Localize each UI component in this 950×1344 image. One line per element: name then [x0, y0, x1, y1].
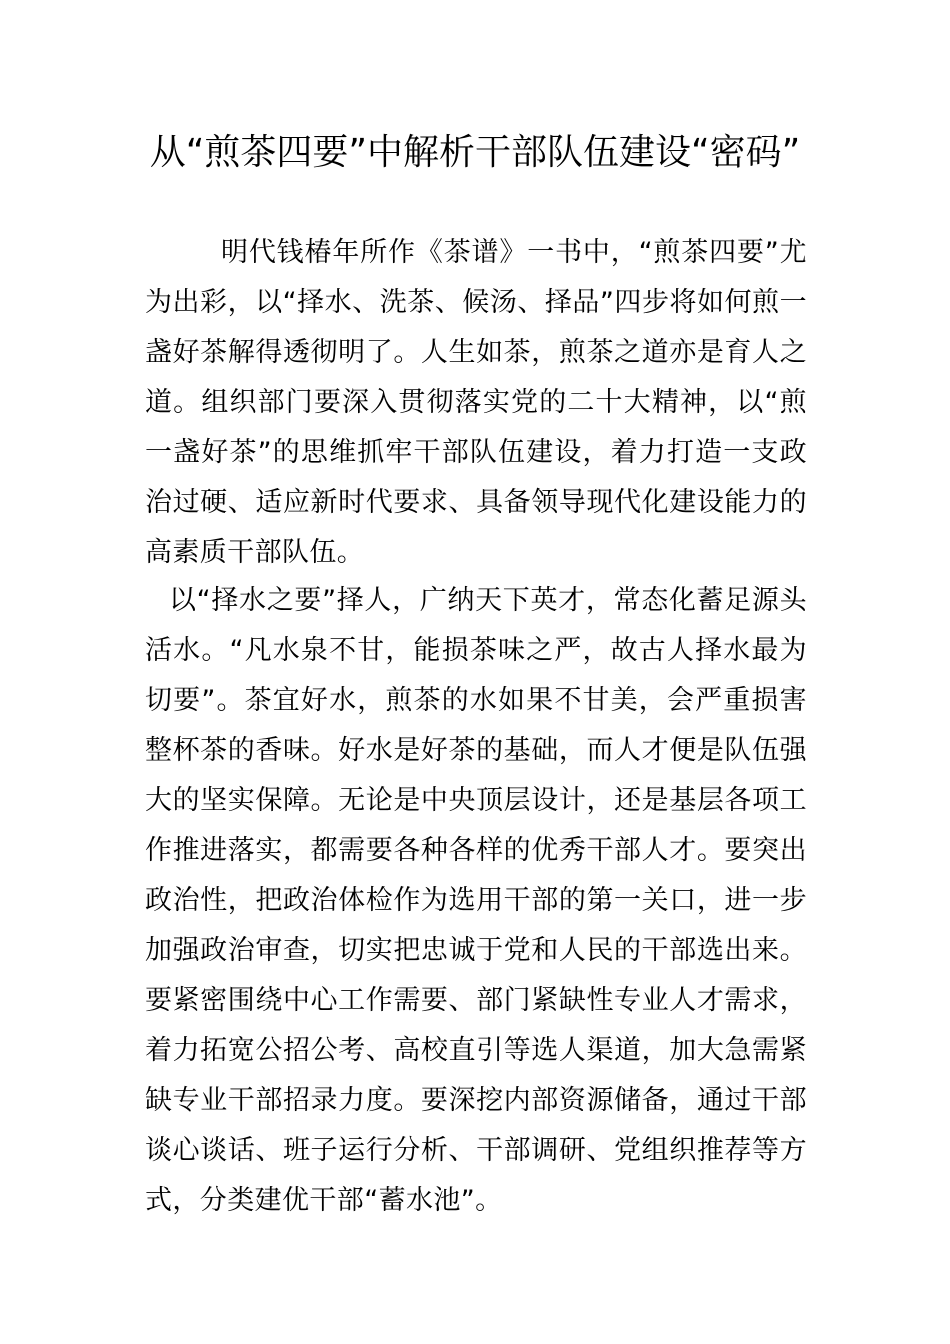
- document-title: 从“煎茶四要”中解析干部队伍建设“密码”: [149, 132, 801, 173]
- paragraph-intro: 明代钱椿年所作《茶谱》一书中，“煎茶四要”尤为出彩，以“择水、洗茶、候汤、择品”四步将如何煎一盏好茶解得透彻明了。人生如茶，煎茶之道亦是育人之道。组织部门要深入贯彻落实党的二十大精神，以“煎一盏好茶”的思维抓牢干部队伍建设，着力打造一支政治过硬、适应新时代要求、具备领导现代化建设能力的高素质干部队伍。: [145, 237, 807, 568]
- paragraph-select-water: 以“择水之要”择人，广纳天下英才，常态化蓄足源头活水。“凡水泉不甘，能损茶味之严，故古人择水最为切要”。茶宜好水，煎茶的水如果不甘美，会严重损害整杯茶的香味。好水是好茶的基础，而人才便是队伍强大的坚实保障。无论是中央顶层设计，还是基层各项工作推进落实，都需要各种各样的优秀干部人才。要突出政治性，把政治体检作为选用干部的第一关口，进一步加强政治审查，切实把忠诚于党和人民的干部选出来。要紧密围绕中心工作需要、部门紧缺性专业人才需求，着力拓宽公招公考、高校直引等选人渠道，加大急需紧缺专业干部招录力度。要深挖内部资源储备，通过干部谈心谈话、班子运行分析、干部调研、党组织推荐等方式，分类建优干部“蓄水池”。: [145, 585, 807, 1216]
